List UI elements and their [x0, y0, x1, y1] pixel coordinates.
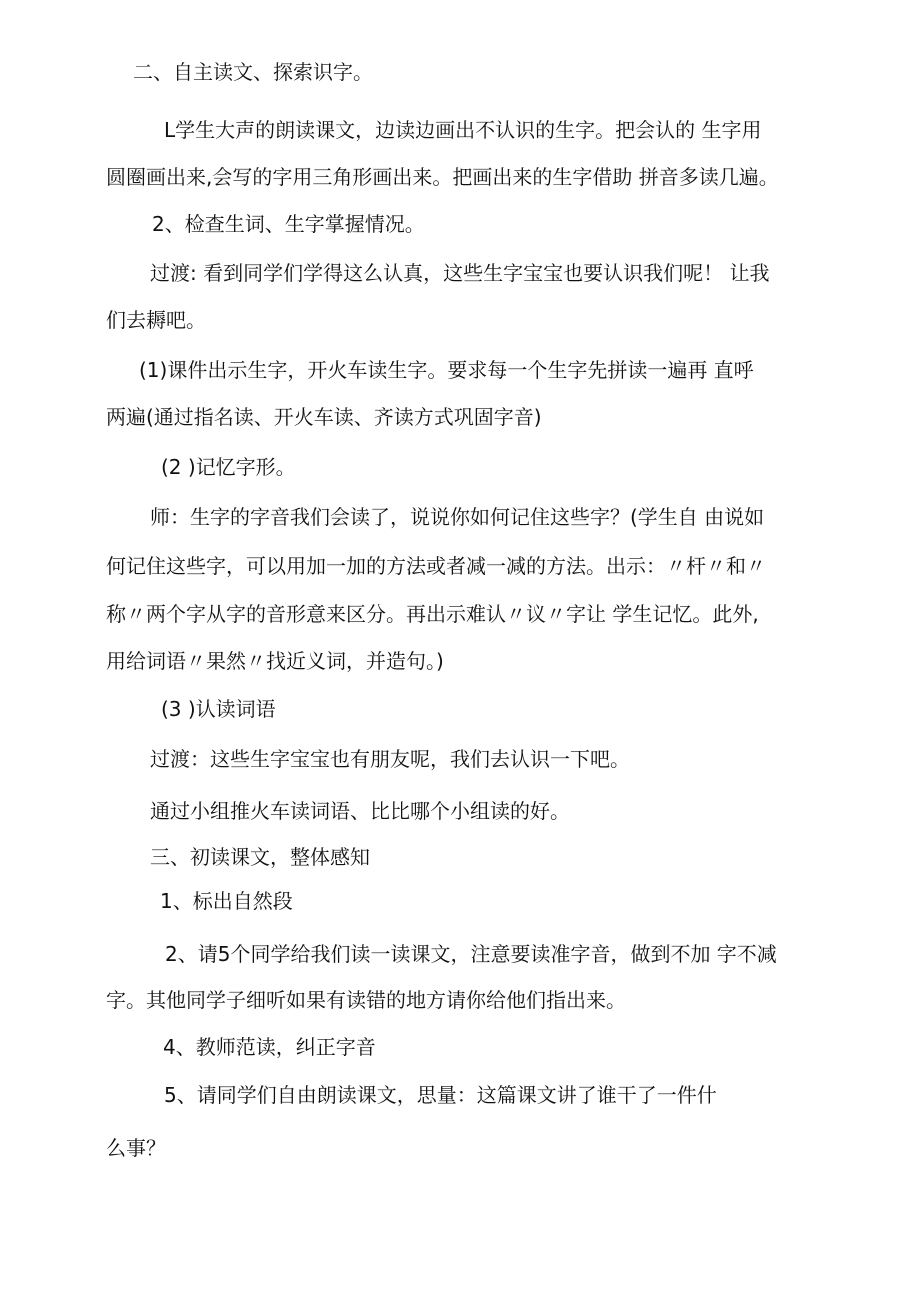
paragraph-line: 们去耨吧。: [106, 308, 206, 332]
paragraph-line: 2、检查生词、生字掌握情况。: [152, 212, 425, 236]
paragraph-line: 通过小组推火车读词语、比比哪个小组读的好。: [150, 799, 570, 823]
paragraph-line: 用给词语〃果然〃找近义词，并造句。): [106, 649, 444, 673]
paragraph-line: 4、教师范读，纠正字音: [163, 1035, 376, 1059]
paragraph-line: (1)课件出示生字，开火车读生字。要求每一个生字先拼读一遍再 直呼: [139, 358, 754, 382]
section-heading-2: 二、自主读文、探索识字。: [133, 60, 373, 84]
paragraph-line: 2、请5个同学给我们读一读课文，注意要读准字音，做到不加 字不减: [165, 942, 777, 966]
sub-heading: (3 )认读词语: [161, 697, 276, 721]
paragraph-line: 两遍(通过指名读、开火车读、齐读方式巩固字音): [106, 405, 542, 429]
paragraph-line: 过渡: 看到同学们学得这么认真，这些生字宝宝也要认识我们呢！ 让我: [150, 261, 770, 285]
paragraph-line: 字。其他同学子细听如果有读错的地方请你给他们指出来。: [106, 988, 626, 1012]
paragraph-line: 1、标出自然段: [160, 889, 293, 913]
paragraph-line: 5、请同学们自由朗读课文，思量：这篇课文讲了谁干了一件什: [164, 1083, 717, 1107]
paragraph-line: 师：生字的字音我们会读了，说说你如何记住这些字？(学生自 由说如: [150, 505, 765, 529]
paragraph-line: 过渡：这些生字宝宝也有朋友呢，我们去认识一下吧。: [150, 747, 630, 771]
paragraph-line: 称〃两个字从字的音形意来区分。再出示难认〃议〃字让 学生记忆。此外,: [106, 602, 759, 626]
paragraph-line: 何记住这些字，可以用加一加的方法或者减一减的方法。出示：〃杆〃和〃: [106, 554, 766, 578]
paragraph-line: 么事？: [106, 1136, 166, 1160]
section-heading-3: 三、初读课文，整体感知: [150, 845, 370, 869]
paragraph-line: 圆圈画出来,会写的字用三角形画出来。把画出来的生字借助 拼音多读几遍。: [106, 165, 779, 189]
sub-heading: (2 )记忆字形。: [161, 455, 296, 479]
paragraph-line: L学生大声的朗读课文，边读边画出不认识的生字。把会认的 生字用: [164, 118, 762, 142]
